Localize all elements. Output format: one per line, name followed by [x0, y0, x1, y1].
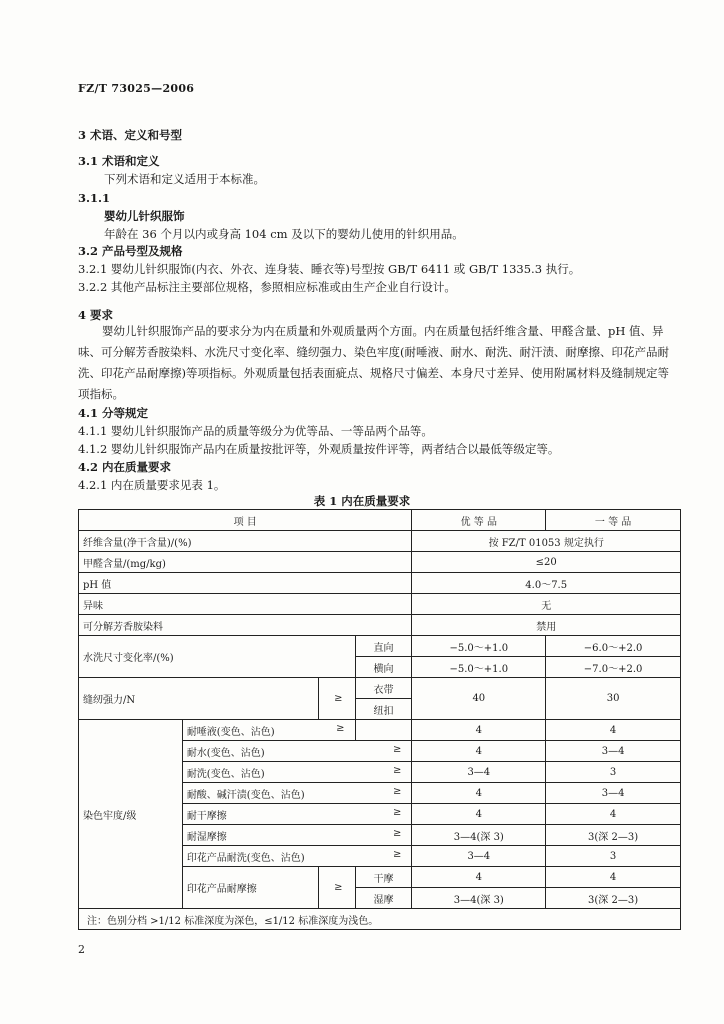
header-item: 项 目 — [79, 510, 412, 531]
row-label: 水洗尺寸变化率/(%) — [79, 636, 356, 678]
row-value: 4 — [412, 804, 546, 825]
row-value: 3—4 — [546, 741, 681, 762]
section-3-2-1: 3.2.1 婴幼儿针织服饰(内衣、外衣、连身装、睡衣等)号型按 GB/T 6411 或 GB/T 1335.3 执行。 — [78, 262, 581, 276]
ge-symbol: ≥ — [393, 827, 402, 839]
section-3-heading: 3 术语、定义和号型 — [78, 128, 183, 142]
section-4-1-1: 4.1.1 婴幼儿针织服饰产品的质量等级分为优等品、一等品两个品等。 — [78, 424, 433, 438]
ge-symbol: ≥ — [393, 785, 402, 797]
section-4-2-heading: 4.2 内在质量要求 — [78, 460, 172, 474]
quality-requirements-table — [78, 509, 681, 930]
row-value: 4 — [412, 783, 546, 804]
sub-label — [182, 825, 412, 846]
row-label: 缝纫强力/N — [79, 678, 319, 720]
row-value: 40 — [412, 678, 546, 720]
table-row — [79, 552, 681, 573]
table-row — [79, 636, 681, 657]
page-number: 2 — [78, 943, 85, 956]
ge-symbol: ≥ — [318, 678, 355, 720]
row-value: 4 — [546, 804, 681, 825]
sub-label: 印花产品耐摩擦 — [182, 867, 318, 909]
row-value: 4 — [546, 720, 681, 741]
section-4-intro: 婴幼儿针织服饰产品的要求分为内在质量和外观质量两个方面。内在质量包括纤维含量、甲醛含量、pH 值、异味、可分解芳香胺染料、水洗尺寸变化率、缝纫强力、染色牢度(耐唾液、耐水、耐洗、耐汗渍、耐摩擦、印花产品耐洗、印花产品耐摩擦)等项指标。外观质量包括表面疵点、规格尺寸偏差、本身尺寸差异、使用附属材料及缝制规定等项指标。 — [78, 324, 669, 401]
sub-label — [182, 720, 355, 741]
table-row — [79, 720, 681, 741]
table-row — [79, 594, 681, 615]
table-row — [79, 615, 681, 636]
sub-label: 衣带 — [355, 678, 412, 699]
table-caption: 表 1 内在质量要求 — [313, 494, 411, 508]
row-value: 4 — [412, 720, 546, 741]
table-note-row — [79, 909, 681, 930]
label-text: 耐唾液(变色、沾色) — [186, 726, 275, 738]
ge-symbol: ≥ — [336, 722, 345, 734]
sub-label: 干摩 — [355, 867, 412, 888]
row-value: 4 — [412, 741, 546, 762]
section-3-2-heading: 3.2 产品号型及规格 — [78, 244, 183, 258]
section-3-2-2: 3.2.2 其他产品标注主要部位规格，参照相应标准或由生产企业自行设计。 — [78, 280, 456, 294]
sub-label — [182, 804, 412, 825]
row-value: −6.0～+2.0 — [546, 636, 681, 657]
row-value: 按 FZ/T 01053 规定执行 — [412, 531, 681, 552]
header-superior-grade: 优 等 品 — [412, 510, 546, 531]
table-row — [79, 678, 681, 699]
row-value: 4 — [546, 867, 681, 888]
sub-label — [182, 846, 412, 867]
table-row — [79, 531, 681, 552]
table-note: 注：色别分档 >1/12 标准深度为深色，≤1/12 标准深度为浅色。 — [79, 909, 681, 930]
section-3-1-heading: 3.1 术语和定义 — [78, 154, 160, 168]
row-value: −5.0～+1.0 — [412, 657, 546, 678]
row-label: 甲醛含量/(mg/kg) — [79, 552, 412, 573]
section-4-2-1: 4.2.1 内在质量要求见表 1。 — [78, 478, 226, 492]
sub-label: 纽扣 — [355, 699, 412, 720]
label-text: 印花产品耐洗(变色、沾色) — [186, 852, 305, 864]
section-3-1-intro: 下列术语和定义适用于本标准。 — [104, 172, 265, 186]
row-label: pH 值 — [79, 573, 412, 594]
row-value: 无 — [412, 594, 681, 615]
section-4-1-2: 4.1.2 婴幼儿针织服饰产品内在质量按批评等，外观质量按件评等，两者结合以最低等级定等。 — [78, 442, 560, 456]
sub-label — [182, 762, 412, 783]
row-value: 3—4 — [412, 846, 546, 867]
header-first-grade: 一 等 品 — [546, 510, 681, 531]
row-value: 3—4 — [546, 783, 681, 804]
row-value: 3—4(深 3) — [412, 825, 546, 846]
row-value: 30 — [546, 678, 681, 720]
ge-symbol: ≥ — [393, 848, 402, 860]
table-header-row — [79, 510, 681, 531]
section-3-1-1-number: 3.1.1 — [78, 191, 111, 205]
term-definition: 年龄在 36 个月以内或身高 104 cm 及以下的婴幼儿使用的针织用品。 — [104, 227, 464, 241]
row-label: 可分解芳香胺染料 — [79, 615, 412, 636]
row-value: 3(深 2—3) — [546, 825, 681, 846]
sub-label: 直向 — [355, 636, 412, 657]
row-value: 4 — [412, 867, 546, 888]
ge-symbol: ≥ — [393, 764, 402, 776]
row-value: 3 — [546, 846, 681, 867]
row-label: 纤维含量(净干含量)/(%) — [79, 531, 412, 552]
ge-symbol: ≥ — [318, 867, 355, 909]
label-text: 耐酸、碱汗渍(变色、沾色) — [186, 789, 305, 801]
label-text: 耐水(变色、沾色) — [186, 747, 265, 759]
row-label: 异味 — [79, 594, 412, 615]
sub-label — [182, 783, 412, 804]
sub-label: 湿摩 — [355, 888, 412, 909]
row-value: 3 — [546, 762, 681, 783]
label-text: 耐洗(变色、沾色) — [186, 768, 265, 780]
row-value: ≤20 — [412, 552, 681, 573]
row-value: 3—4 — [412, 762, 546, 783]
table-row — [79, 573, 681, 594]
row-value: 3(深 2—3) — [546, 888, 681, 909]
sub-label — [182, 741, 412, 762]
label-text: 耐干摩擦 — [186, 810, 227, 822]
row-value: −7.0～+2.0 — [546, 657, 681, 678]
term-name: 婴幼儿针织服饰 — [104, 209, 185, 223]
standard-number-header: FZ/T 73025—2006 — [78, 82, 195, 95]
row-value: 3—4(深 3) — [412, 888, 546, 909]
ge-symbol: ≥ — [393, 743, 402, 755]
label-text: 耐湿摩擦 — [186, 831, 227, 843]
row-label: 染色牢度/级 — [79, 720, 183, 909]
row-value: −5.0～+1.0 — [412, 636, 546, 657]
sub-label: 横向 — [355, 657, 412, 678]
ge-symbol: ≥ — [393, 806, 402, 818]
row-value: 4.0～7.5 — [412, 573, 681, 594]
section-4-heading: 4 要求 — [78, 308, 114, 322]
row-value: 禁用 — [412, 615, 681, 636]
section-4-1-heading: 4.1 分等规定 — [78, 406, 149, 420]
